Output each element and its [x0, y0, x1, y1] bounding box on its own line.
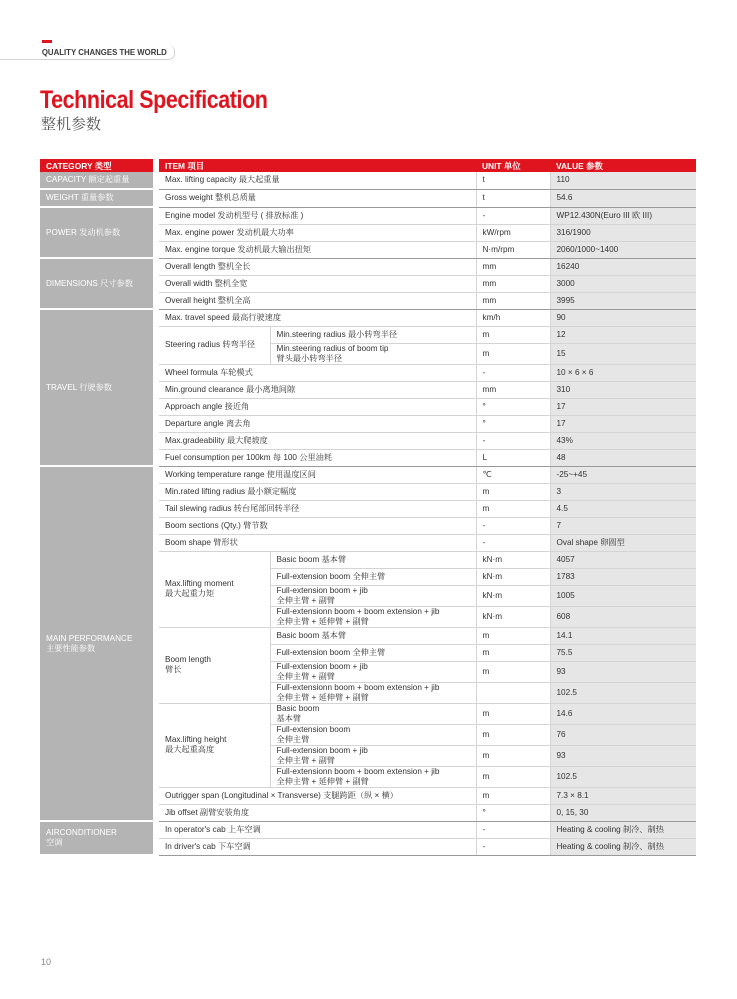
unit-cell: t	[476, 172, 550, 189]
value-cell: 43%	[550, 432, 696, 449]
item-label: Departure angle 离去角	[156, 415, 476, 432]
value-cell: 2060/1000~1400	[550, 241, 696, 258]
sub-item-cn: 基本臂	[276, 713, 302, 723]
value-cell: 16240	[550, 258, 696, 275]
sub-item-cn: 全伸主臂	[276, 734, 310, 744]
sub-item-cn: 全伸主臂 + 副臂	[276, 595, 335, 605]
value-cell: 10 × 6 × 6	[550, 364, 696, 381]
unit-cell: m	[476, 343, 550, 364]
value-cell: -25~+45	[550, 466, 696, 483]
sub-item-en: Full-extension boom + jib	[276, 585, 368, 595]
unit-cell: kN·m	[476, 551, 550, 568]
item-label: Max. engine power 发动机最大功率	[156, 224, 476, 241]
group-label-en: Max.lifting moment	[165, 579, 234, 588]
value-cell: 4057	[550, 551, 696, 568]
value-cell: 14.1	[550, 627, 696, 644]
unit-cell: mm	[476, 292, 550, 309]
value-cell: 310	[550, 381, 696, 398]
header-value: VALUE 参数	[550, 159, 696, 172]
category-capacity: CAPACITY 额定起重量	[40, 172, 156, 189]
unit-cell: m	[476, 787, 550, 804]
table-row	[40, 821, 696, 838]
unit-cell: L	[476, 449, 550, 466]
table-row	[40, 258, 696, 275]
unit-cell: °	[476, 398, 550, 415]
unit-cell: -	[476, 517, 550, 534]
unit-cell: ℃	[476, 466, 550, 483]
value-cell: 93	[550, 745, 696, 766]
sub-item-label	[270, 606, 476, 627]
brand-tagline: QUALITY CHANGES THE WORLD	[40, 45, 175, 60]
value-cell: WP12.430N(Euro III 欧 III)	[550, 207, 696, 224]
table-row	[40, 309, 696, 326]
unit-cell: N·m/rpm	[476, 241, 550, 258]
unit-cell: -	[476, 207, 550, 224]
group-label-steering-radius: Steering radius 转弯半径	[156, 326, 270, 364]
sub-item-en: Full-extension boom + jib	[276, 661, 368, 671]
item-label: Wheel formula 车轮模式	[156, 364, 476, 381]
category-dimensions: DIMENSIONS 尺寸参数	[40, 258, 156, 309]
group-label-cn: 最大起重力矩	[165, 589, 215, 598]
sub-item-label: Basic boom 基本臂	[270, 551, 476, 568]
sub-item-en: Full-extensionn boom + boom extension + jib	[276, 606, 440, 616]
category-main-performance-cn: 主要性能参数	[46, 643, 96, 653]
group-label-lifting-moment	[156, 551, 270, 627]
table-header-row	[40, 159, 696, 172]
item-label: Gross weight 整机总质量	[156, 189, 476, 207]
item-label: Min.rated lifting radius 最小额定幅度	[156, 483, 476, 500]
value-cell: Heating & cooling 制冷、制热	[550, 838, 696, 855]
header-category: CATEGORY 类型	[40, 159, 156, 172]
value-cell: Heating & cooling 制冷、制热	[550, 821, 696, 838]
value-cell: 4.5	[550, 500, 696, 517]
value-cell: 54.6	[550, 189, 696, 207]
unit-cell: mm	[476, 258, 550, 275]
unit-cell: °	[476, 804, 550, 821]
sub-item-cn: 全伸主臂 + 延伸臂 + 副臂	[276, 692, 369, 702]
value-cell: 17	[550, 415, 696, 432]
unit-cell	[476, 682, 550, 703]
item-label: Tail slewing radius 转台尾部回转半径	[156, 500, 476, 517]
unit-cell: -	[476, 534, 550, 551]
value-cell: 90	[550, 309, 696, 326]
value-cell: 76	[550, 724, 696, 745]
unit-cell: m	[476, 661, 550, 682]
sub-item-en: Full-extension boom + jib	[276, 745, 368, 755]
item-label: In operator's cab 上车空调	[156, 821, 476, 838]
page-subtitle: 整机参数	[41, 116, 102, 133]
sub-item-label	[270, 343, 476, 364]
unit-cell: -	[476, 432, 550, 449]
header-accent-bar	[42, 40, 52, 43]
value-cell: 48	[550, 449, 696, 466]
item-label: Boom shape 臂形状	[156, 534, 476, 551]
group-label-boom-length	[156, 627, 270, 703]
unit-cell: m	[476, 627, 550, 644]
unit-cell: -	[476, 838, 550, 855]
sub-item-label	[270, 661, 476, 682]
value-cell: 608	[550, 606, 696, 627]
item-label: Max. engine torque 发动机最大输出扭矩	[156, 241, 476, 258]
sub-item-label	[270, 745, 476, 766]
category-airconditioner-en: AIRCONDITIONER	[46, 828, 117, 837]
unit-cell: m	[476, 326, 550, 343]
item-label: Max. lifting capacity 最大起重量	[156, 172, 476, 189]
sub-item-en: Min.steering radius of boom tip	[276, 343, 389, 353]
unit-cell: t	[476, 189, 550, 207]
item-label: Max.gradeability 最大爬坡度	[156, 432, 476, 449]
unit-cell: kN·m	[476, 568, 550, 585]
header-unit: UNIT 单位	[476, 159, 550, 172]
item-label: Working temperature range 使用温度区间	[156, 466, 476, 483]
sub-item-cn: 臂头最小转弯半径	[276, 353, 343, 363]
category-main-performance	[40, 466, 156, 821]
category-power: POWER 发动机参数	[40, 207, 156, 258]
unit-cell: m	[476, 483, 550, 500]
unit-cell: °	[476, 415, 550, 432]
value-cell: 3995	[550, 292, 696, 309]
sub-item-label: Full-extension boom 全伸主臂	[270, 568, 476, 585]
value-cell: 7	[550, 517, 696, 534]
sub-item-label	[270, 703, 476, 724]
unit-cell: mm	[476, 275, 550, 292]
value-cell: 1783	[550, 568, 696, 585]
sub-item-en: Basic boom	[276, 703, 320, 713]
category-airconditioner	[40, 821, 156, 855]
unit-cell: km/h	[476, 309, 550, 326]
item-label: Min.ground clearance 最小离地间隙	[156, 381, 476, 398]
value-cell: 75.5	[550, 644, 696, 661]
sub-item-label: Min.steering radius 最小转弯半径	[270, 326, 476, 343]
header-item: ITEM 项目	[156, 159, 476, 172]
sub-item-label	[270, 766, 476, 787]
sub-item-cn: 全伸主臂 + 延伸臂 + 副臂	[276, 616, 369, 626]
unit-cell: m	[476, 766, 550, 787]
category-airconditioner-cn: 空调	[46, 838, 63, 847]
sub-item-cn: 全伸主臂 + 副臂	[276, 671, 335, 681]
unit-cell: kW/rpm	[476, 224, 550, 241]
sub-item-label	[270, 724, 476, 745]
unit-cell: m	[476, 644, 550, 661]
group-label-cn: 臂长	[165, 665, 182, 674]
table-row	[40, 189, 696, 207]
page-title: Technical Specification	[40, 86, 268, 114]
table-row	[40, 172, 696, 189]
value-cell: 110	[550, 172, 696, 189]
value-cell: 102.5	[550, 766, 696, 787]
group-label-cn: 最大起重高度	[165, 745, 215, 754]
sub-item-label	[270, 585, 476, 606]
item-label: Fuel consumption per 100km 每 100 公里油耗	[156, 449, 476, 466]
sub-item-label: Full-extension boom 全伸主臂	[270, 644, 476, 661]
unit-cell: m	[476, 745, 550, 766]
page-number: 10	[41, 957, 52, 967]
item-label: Overall length 整机全长	[156, 258, 476, 275]
value-cell: 93	[550, 661, 696, 682]
table-row	[40, 207, 696, 224]
unit-cell: kN·m	[476, 585, 550, 606]
category-main-performance-en: MAIN PERFORMANCE	[46, 633, 133, 643]
sub-item-label: Basic boom 基本臂	[270, 627, 476, 644]
sub-item-en: Full-extensionn boom + boom extension + jib	[276, 766, 440, 776]
value-cell: 15	[550, 343, 696, 364]
group-label-en: Boom length	[165, 655, 211, 664]
sub-item-cn: 全伸主臂 + 延伸臂 + 副臂	[276, 776, 369, 786]
item-label: Overall height 整机全高	[156, 292, 476, 309]
value-cell: 17	[550, 398, 696, 415]
group-label-lifting-height	[156, 703, 270, 787]
category-travel: TRAVEL 行驶参数	[40, 309, 156, 466]
spec-table	[40, 159, 696, 856]
unit-cell: m	[476, 703, 550, 724]
item-label: Jib offset 副臂安装角度	[156, 804, 476, 821]
item-label: Engine model 发动机型号 ( 排放标准 )	[156, 207, 476, 224]
value-cell: 102.5	[550, 682, 696, 703]
category-weight: WEIGHT 重量参数	[40, 189, 156, 207]
item-label: Overall width 整机全宽	[156, 275, 476, 292]
value-cell: 14.6	[550, 703, 696, 724]
sub-item-en: Full-extension boom	[276, 724, 351, 734]
item-label: Outrigger span (Longitudinal × Transverse) 支腿跨距（纵 × 横）	[156, 787, 476, 804]
unit-cell: mm	[476, 381, 550, 398]
value-cell: 12	[550, 326, 696, 343]
item-label: In driver's cab 下车空调	[156, 838, 476, 855]
sub-item-en: Full-extensionn boom + boom extension + jib	[276, 682, 440, 692]
sub-item-label	[270, 682, 476, 703]
unit-cell: -	[476, 364, 550, 381]
item-label: Max. travel speed 最高行驶速度	[156, 309, 476, 326]
sub-item-cn: 全伸主臂 + 副臂	[276, 755, 335, 765]
item-label: Boom sections (Qty.) 臂节数	[156, 517, 476, 534]
value-cell: 0, 15, 30	[550, 804, 696, 821]
value-cell: 1005	[550, 585, 696, 606]
unit-cell: m	[476, 500, 550, 517]
value-cell: 7.3 × 8.1	[550, 787, 696, 804]
unit-cell: -	[476, 821, 550, 838]
value-cell: Oval shape 卵圆型	[550, 534, 696, 551]
value-cell: 3	[550, 483, 696, 500]
table-row	[40, 466, 696, 483]
group-label-en: Max.lifting height	[165, 735, 227, 744]
item-label: Approach angle 接近角	[156, 398, 476, 415]
value-cell: 3000	[550, 275, 696, 292]
value-cell: 316/1900	[550, 224, 696, 241]
unit-cell: kN·m	[476, 606, 550, 627]
unit-cell: m	[476, 724, 550, 745]
